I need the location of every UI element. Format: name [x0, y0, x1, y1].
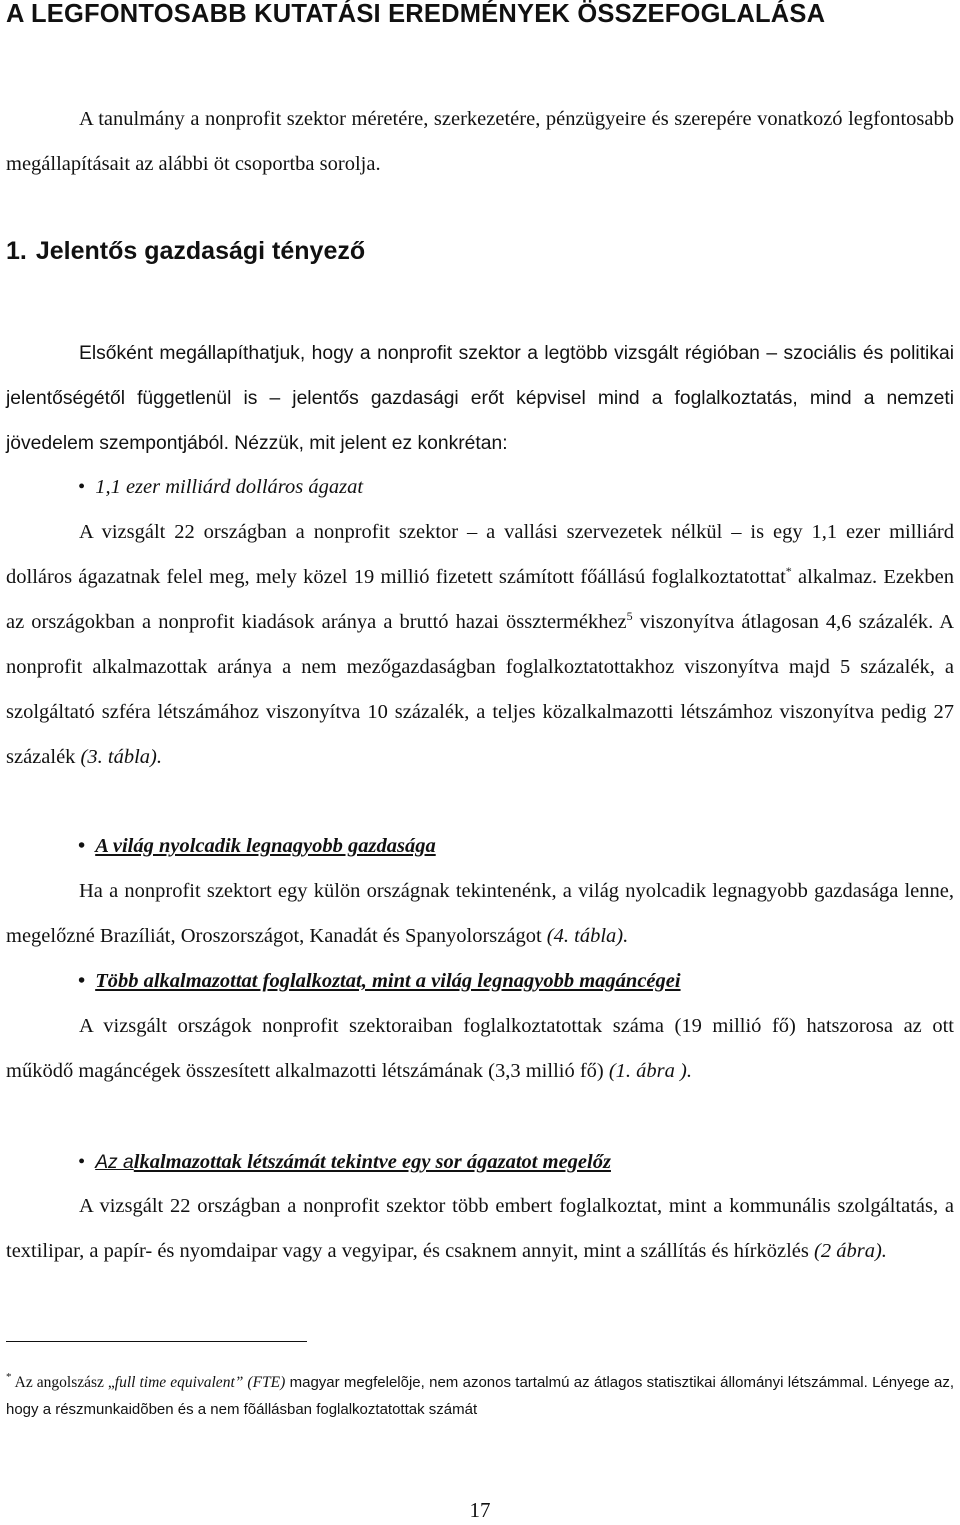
footnote-text: magyar megfelelõje, nem azonos tartalmú az átlagos statisztikai állományi létszámmal. Lényege az, hogy a részmunkaidõben és a nem fõállásban foglalkoztatottak számát — [6, 1374, 954, 1418]
figure-reference: (2 ábra). — [814, 1240, 887, 1262]
footnote-separator — [6, 1341, 307, 1342]
bullet-text: Ha a nonprofit szektort egy külön országnak tekintenénk, a világ nyolcadik legnagyobb gazdasága lenne, megelőzné Brazíliát, Oroszországot, Kanadát és Spanyolországot — [6, 880, 954, 947]
footnote-text: Az angolszász „ — [11, 1374, 115, 1391]
page-number: 17 — [469, 1498, 491, 1522]
bullet-text: viszonyítva átlagosan 4,6 százalék. A nonprofit alkalmazottak aránya a nem mezőgazdaságban foglalkoztatottakhoz viszonyítva majd 5 százalék, a szolgáltató szféra létszámához viszonyítva 10 százalék, a teljes közalkalmazotti létszámhoz viszonyítva pedig 27 százalék — [6, 611, 954, 768]
bullet-text: A vizsgált 22 országban a nonprofit szektor – a vallási szervezetek nélkül – is egy 1,1 ezer milliárd dolláros ágazatnak felel meg, mely közel 19 millió fizetett számított főállású foglalkoztatottat — [6, 521, 954, 588]
bullet-text: A vizsgált 22 országban a nonprofit szektor több embert foglalkoztat, mint a kommunális szolgáltatás, a textilipar, a papír- és nyomdaipar vagy a vegyipar, és csaknem annyit, mint a szállítás és hírközlés — [6, 1195, 954, 1262]
bullet-heading-1 — [78, 465, 363, 510]
bullet-dot: • — [78, 476, 86, 498]
bullet-heading-2 — [78, 824, 436, 869]
bullet-dot: • — [78, 835, 86, 857]
section-number: 1. — [6, 237, 27, 265]
bullet-text: A vizsgált országok nonprofit szektoraiban foglalkoztatottak száma (19 millió fő) hatszorosa az ott működő magáncégek összesített alkalmazotti létszámának (3,3 millió fő) — [6, 1015, 954, 1082]
footnote-term: full time equivalent” — [114, 1374, 244, 1391]
section-paragraph-tail: Nézzük, mit jelent ez konkrétan: — [228, 433, 508, 454]
bullet-heading-4 — [78, 1140, 611, 1185]
figure-reference: (1. ábra ). — [608, 1060, 692, 1082]
bullet-text: alkalmaz. Ezekben az országokban a nonprofit kiadások aránya a bruttó hazai össztermékhez — [6, 566, 954, 633]
table-reference: (4. tábla). — [546, 925, 629, 947]
bullet-label: Több alkalmazottat foglalkoztat, mint a világ legnagyobb magáncégei — [95, 970, 681, 992]
bullet-dot: • — [78, 1151, 86, 1173]
footnote-abbreviation: (FTE) — [247, 1374, 286, 1391]
section-title — [6, 237, 365, 266]
bullet-label-prefix: Az a — [95, 1152, 134, 1173]
section-title-text: Jelentős gazdasági tényező — [35, 237, 366, 265]
table-reference: (3. tábla). — [80, 746, 162, 768]
bullet-paragraph-2 — [6, 869, 954, 959]
footnote-marker: * — [785, 564, 792, 578]
bullet-heading-3 — [78, 959, 681, 1004]
section-paragraph — [6, 331, 954, 466]
bullet-paragraph-1 — [6, 510, 954, 780]
page-heading: A LEGFONTOSABB KUTATÁSI EREDMÉNYEK ÖSSZEFOGLALÁSA — [6, 0, 826, 28]
bullet-label: lkalmazottak létszámát tekintve egy sor ágazatot megelőz — [133, 1151, 611, 1173]
section-paragraph-sans: Elsőként megállapíthatjuk, hogy a nonprofit szektor a legtöbb vizsgált régióban – szociális és politikai jelentőségétől függetlenül is – jelentős gazdasági erőt képvisel mind a foglalkoztatás, mind a nemzeti jövedelem szempontjából. — [6, 343, 954, 454]
footnote-marker: * — [6, 1371, 12, 1383]
bullet-label: 1,1 ezer milliárd dolláros ágazat — [95, 476, 364, 498]
footnote — [6, 1369, 954, 1423]
bullet-label: A világ nyolcadik legnagyobb gazdasága — [95, 835, 436, 857]
bullet-paragraph-4 — [6, 1184, 954, 1274]
intro-paragraph: A tanulmány a nonprofit szektor méretére, szerkezetére, pénzügyeire és szerepére vonatkozó legfontosabb megállapításait az alábbi öt csoportba sorolja. — [6, 108, 954, 175]
footnote-marker: 5 — [626, 609, 633, 623]
bullet-dot: • — [78, 970, 86, 992]
bullet-paragraph-3 — [6, 1004, 954, 1094]
